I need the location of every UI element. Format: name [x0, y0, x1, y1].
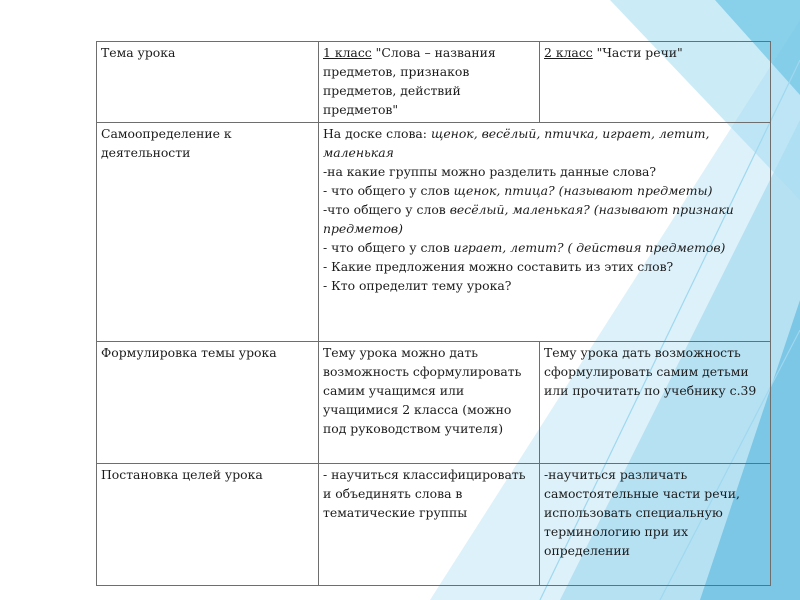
question-nouns	[323, 181, 766, 200]
question-verbs	[323, 238, 766, 257]
self-determination-content-cell	[319, 123, 771, 342]
goals-grade1-cell	[319, 464, 540, 586]
table-row-self-determination	[97, 123, 771, 342]
goals-grade1-text: - научиться классифицировать и объединять слова в тематические группы	[323, 467, 526, 520]
goals-grade2-text: -научиться различать самостоятельные части речи, использовать специальную терминологию при их определении	[544, 467, 740, 558]
formulation-grade1-cell	[319, 342, 540, 464]
board-words-prefix: На доске слова:	[323, 126, 431, 141]
grade1-label: 1 класс	[323, 45, 372, 60]
question-groups: -на какие группы можно разделить данные слова?	[323, 164, 657, 179]
self-determination-label: Самоопределение к деятельности	[101, 126, 232, 160]
table-row-formulation	[97, 342, 771, 464]
question-nouns-italic: щенок, птица? (называют предметы)	[453, 183, 713, 198]
question-sentences: - Какие предложения можно составить из этих слов?	[323, 259, 674, 274]
question-adjectives-italic: весёлый, маленькая? (называют признаки предметов)	[323, 202, 734, 236]
board-words-line	[323, 124, 766, 162]
formulation-label: Формулировка темы урока	[101, 345, 277, 360]
table-row-topic	[97, 42, 771, 123]
question-nouns-prefix: - что общего у слов	[323, 183, 454, 198]
board-words: щенок, весёлый, птичка, играет, летит, маленькая	[323, 126, 710, 160]
goals-grade2-cell	[540, 464, 771, 586]
formulation-grade1-text: Тему урока можно дать возможность сформулировать самим учащимся или учащимися 2 класса (можно под руководством учителя)	[323, 345, 522, 436]
grade2-topic-cell	[540, 42, 771, 123]
question-topic: - Кто определит тему урока?	[323, 278, 512, 293]
topic-label-cell	[97, 42, 319, 123]
question-verbs-prefix: - что общего у слов	[323, 240, 454, 255]
topic-label: Тема урока	[101, 45, 176, 60]
lesson-table	[96, 41, 771, 586]
formulation-label-cell	[97, 342, 319, 464]
formulation-grade2-text: Тему урока дать возможность сформулировать самим детьми или прочитать по учебнику с.39	[544, 345, 757, 398]
grade1-topic-cell	[319, 42, 540, 123]
question-adjectives	[323, 200, 766, 238]
grade2-topic-text: "Части речи"	[592, 45, 683, 60]
goals-label: Постановка целей урока	[101, 467, 263, 482]
grade2-label: 2 класс	[544, 45, 593, 60]
formulation-grade2-cell	[540, 342, 771, 464]
question-adjectives-prefix: -что общего у слов	[323, 202, 450, 217]
goals-label-cell	[97, 464, 319, 586]
self-determination-label-cell	[97, 123, 319, 342]
table-row-goals	[97, 464, 771, 586]
grade1-topic-text: "Слова – названия предметов, признаков предметов, действий предметов"	[323, 45, 496, 117]
question-verbs-italic: играет, летит? ( действия предметов)	[453, 240, 726, 255]
